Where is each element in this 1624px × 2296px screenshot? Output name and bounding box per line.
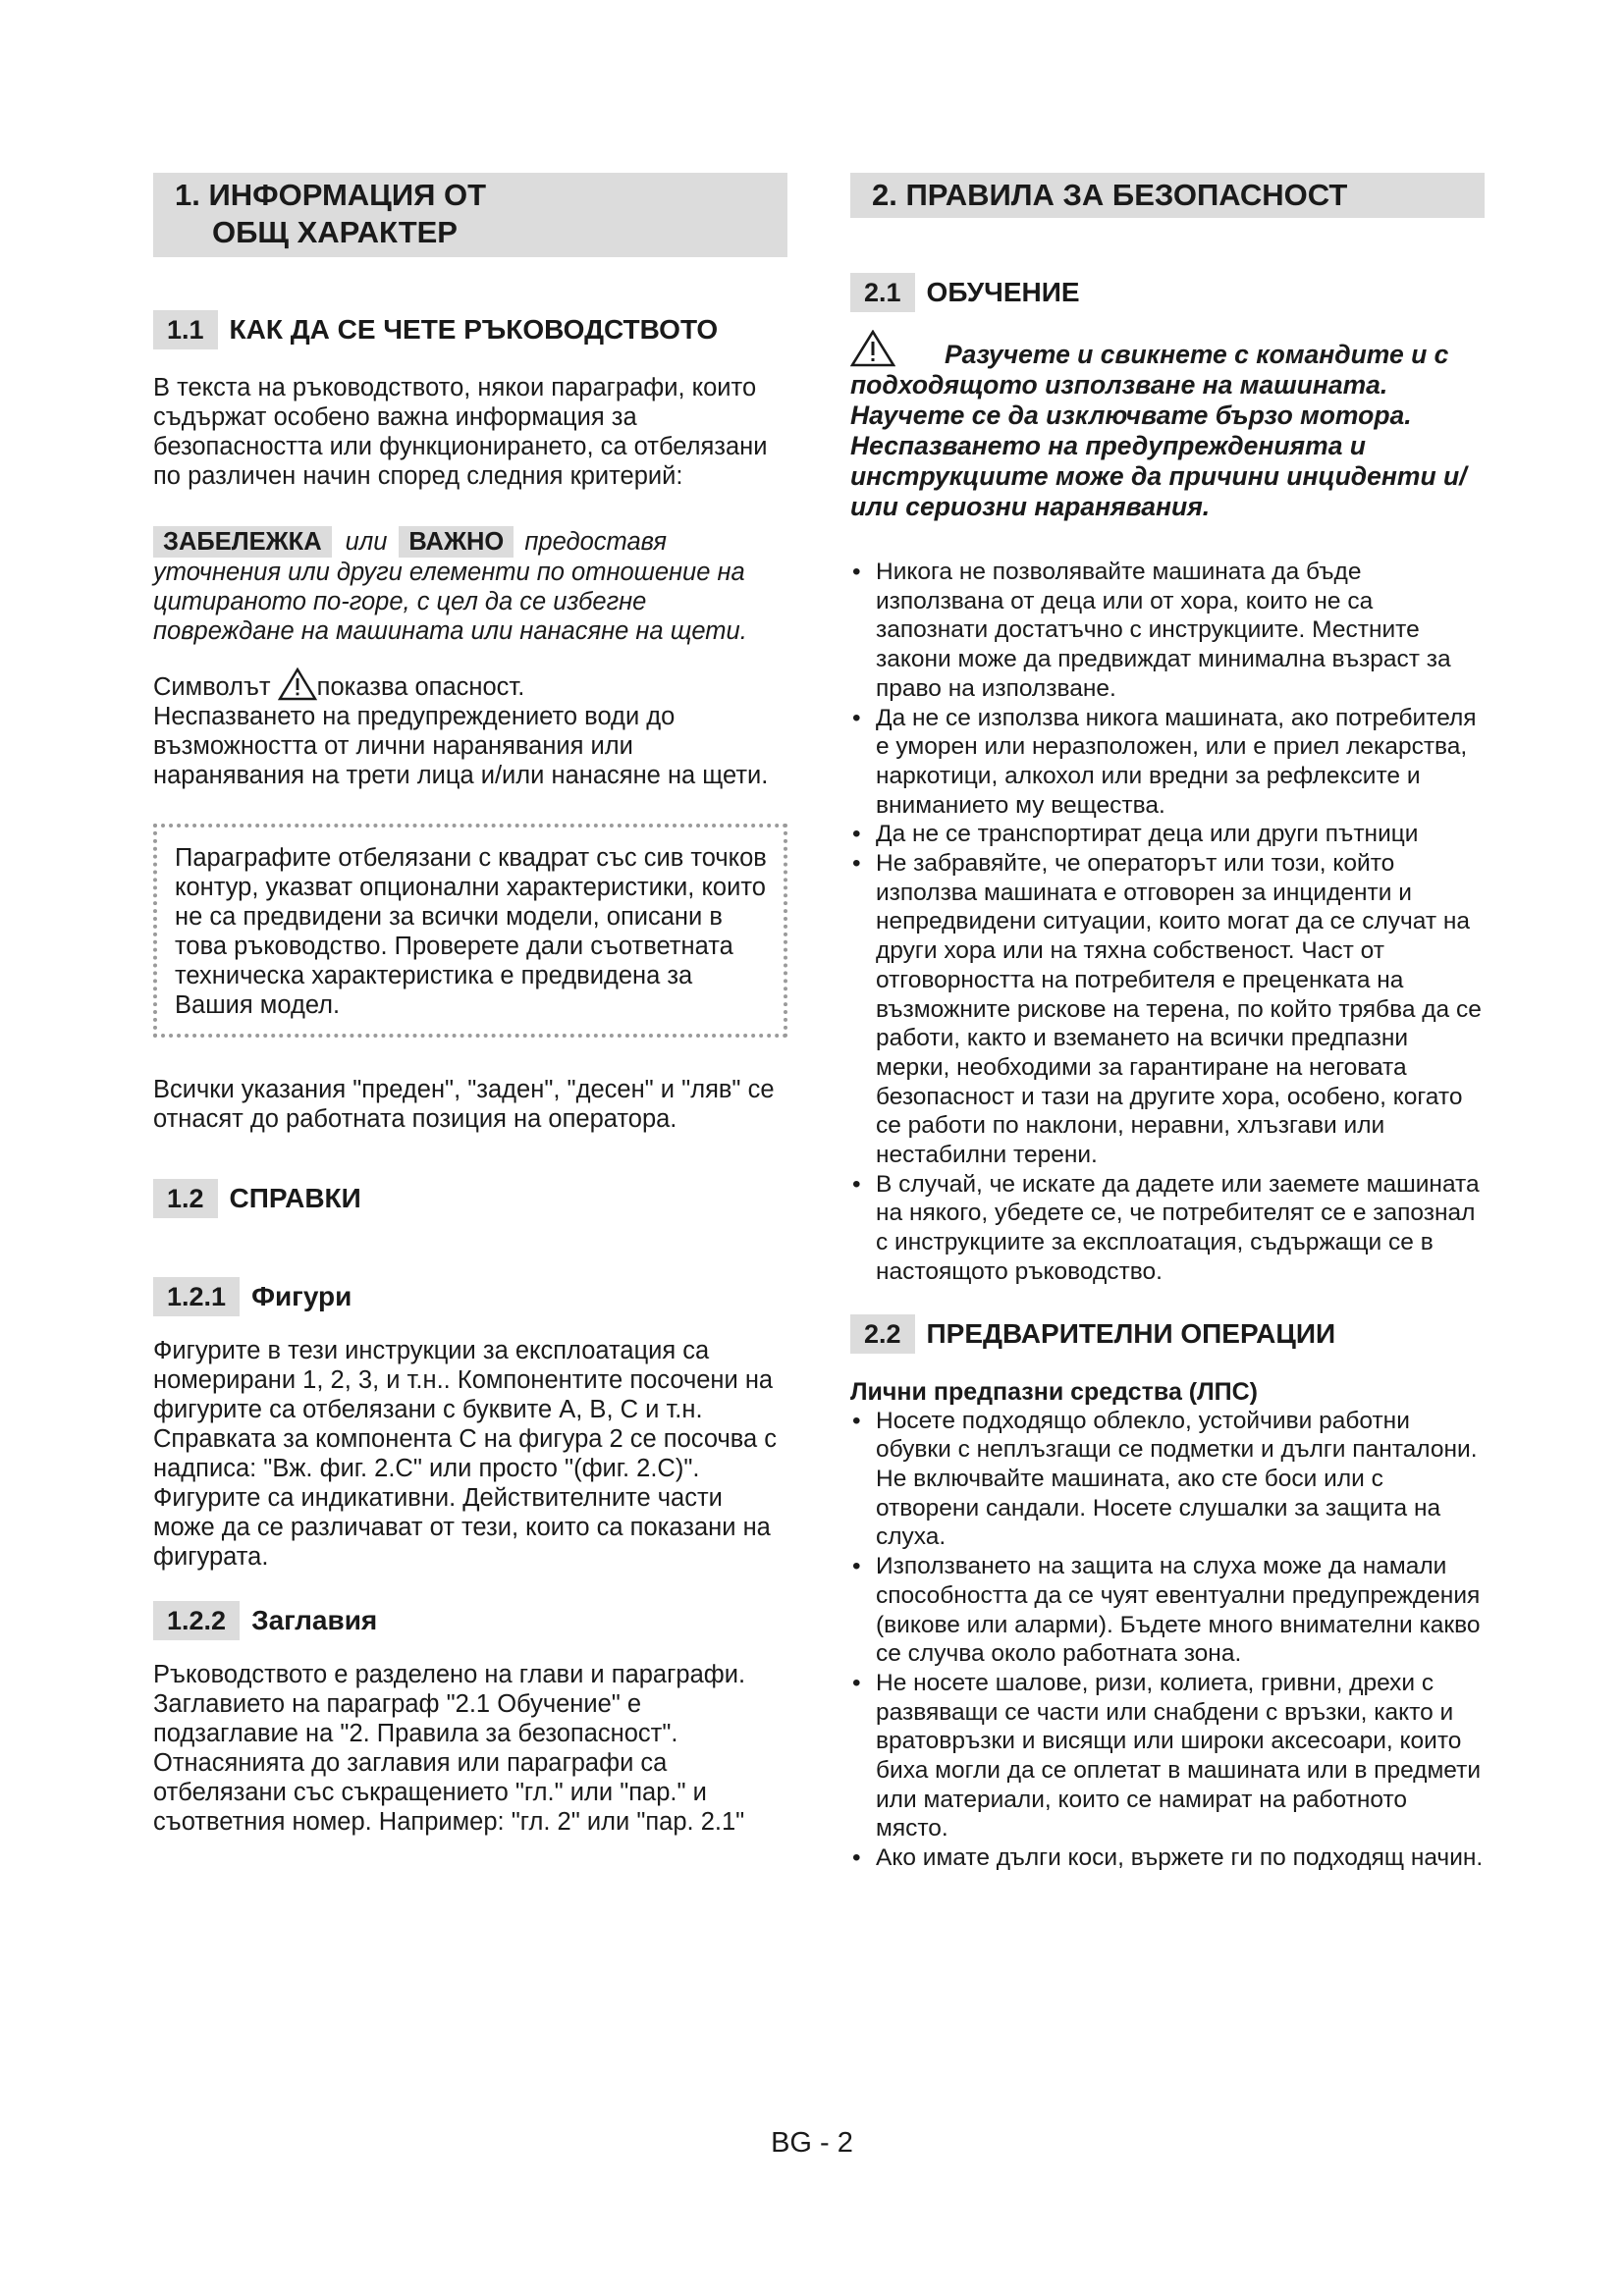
section-1-1-heading bbox=[153, 310, 787, 349]
training-list bbox=[850, 558, 1485, 1287]
note-tag: ЗАБЕЛЕЖКА bbox=[153, 526, 332, 558]
list-item: • Носете подходящо облекло, устойчиви работни обувки с неплъзгащи се подметки и дълги панталони. Не включвайте машината, ако сте боси или с отворени сандали. Носете слушалки за защита на слуха. bbox=[850, 1407, 1485, 1553]
left-column bbox=[153, 173, 787, 1837]
list-item: • Ако имате дълги коси, вържете ги по подходящ начин. bbox=[850, 1843, 1485, 1873]
list-item: • Да не се транспортират деца или други пътници bbox=[850, 820, 1485, 849]
chapter-2-heading bbox=[850, 173, 1485, 218]
warning-text: Разучете и свикнете с командите и с подходящото използване на машината. Научете се да изключвате бързо мотора. Неспазването на предупрежденията и инструкциите може да причини инциденти и/или сериозни наранявания. bbox=[850, 340, 1467, 521]
section-title: ПРЕДВАРИТЕЛНИ ОПЕРАЦИИ bbox=[926, 1317, 1336, 1349]
headings-paragraph: Ръководството е разделено на глави и параграфи. Заглавието на параграф "2.1 Обучение" е подзаглавие на "2. Правила за безопасност". Отнасянията до заглавия или параграфи са отбелязани със съкращението "гл." или "пар." и съответния номер. Например: "гл. 2" или "пар. 2.1" bbox=[153, 1661, 746, 1836]
note-paragraph bbox=[153, 526, 787, 646]
section-number: 1.1 bbox=[153, 310, 218, 349]
chapter-1-title-line1: 1. ИНФОРМАЦИЯ ОТ bbox=[175, 178, 487, 212]
list-item: • Не забравяйте, че операторът или този, който използва машината е отговорен за инциденти и непредвидени ситуации, които могат да се случат на други хора или на тяхна собственост. Част от отговорността на потребителя е преценката на възможните рискове на терена, по който трябва да се работи, както и вземането на всички предпазни мерки, необходими за гарантиране на неговата безопасност и тази на другите хора, особено, когато се работи по наклони, неравни, хлъзгави или нестабилни терени. bbox=[850, 849, 1485, 1170]
note-text: предоставя уточнения или други елементи по отношение на цитираното по-горе, с цел да се избегне повреждане на машината или нанасяне на щети. bbox=[153, 528, 747, 645]
important-tag: ВАЖНО bbox=[399, 526, 514, 558]
section-title: Фигури bbox=[251, 1281, 352, 1311]
warning-triangle-icon bbox=[278, 667, 317, 701]
section-number: 1.2.2 bbox=[153, 1601, 240, 1640]
chapter-2-title: 2. ПРАВИЛА ЗА БЕЗОПАСНОСТ bbox=[872, 178, 1348, 212]
or-word: или bbox=[345, 528, 388, 556]
ppe-list bbox=[850, 1407, 1485, 1873]
section-1-2-1-heading bbox=[153, 1277, 787, 1316]
symbol-paragraph bbox=[153, 667, 787, 790]
page-number: BG - 2 bbox=[771, 2127, 853, 2159]
section-title: Заглавия bbox=[251, 1605, 378, 1635]
optional-features-text: Параграфите отбелязани с квадрат със сив точков контур, указват опционални характеристики, които не са предвидени за всички модели, описани в това ръководство. Проверете дали съответната техническа характеристика е предвидена за Вашия модел. bbox=[175, 844, 767, 1019]
section-2-2-heading bbox=[850, 1314, 1485, 1354]
list-item: • Да не се използва никога машината, ако потребителя е уморен или неразположен, или е приел лекарства, наркотици, алкохол или вредни за рефлексите и вниманието му вещества. bbox=[850, 704, 1485, 821]
intro-paragraph: В текста на ръководството, някои параграфи, които съдържат особено важна информация за безопасността или функционирането, са отбелязани по различен начин според следния критерий: bbox=[153, 374, 768, 490]
symbol-pre: Символът bbox=[153, 673, 271, 701]
section-number: 1.2.1 bbox=[153, 1277, 240, 1316]
list-item: • Никога не позволявайте машината да бъде използвана от деца или от хора, които не са запознати достатъчно с инструкциите. Местните закони може да предвиждат минимална възраст за право на използване. bbox=[850, 558, 1485, 704]
section-title: ОБУЧЕНИЕ bbox=[926, 277, 1080, 307]
directions-paragraph: Всички указания "преден", "заден", "десен" и "ляв" се отнасят до работната позиция на оператора. bbox=[153, 1076, 775, 1133]
section-title: СПРАВКИ bbox=[229, 1183, 361, 1213]
section-number: 2.1 bbox=[850, 273, 915, 312]
list-item: • Не носете шалове, ризи, колиета, гривни, дрехи с развяващи се части или снабдени с връзки, както и вратовръзки и висящи или широки аксесоари, които биха могли да се оплетат в машината или в предмети или материали, които се намират на работното място. bbox=[850, 1669, 1485, 1843]
list-item: • В случай, че искате да дадете или заемете машината на някого, убедете се, че потребителят се е запознал с инструкциите за експлоатация, съдържащи се в настоящото ръководство. bbox=[850, 1170, 1485, 1287]
section-number: 2.2 bbox=[850, 1314, 915, 1354]
figures-paragraph: Фигурите в тези инструкции за експлоатация са номерирани 1, 2, 3, и т.н.. Компонентите посочени на фигурите са отбелязани с буквите A, B, C и т.н. Справката за компонента C на фигура 2 се посочва с надписа: "Вж. фиг. 2.C" или просто "(фиг. 2.C)". Фигурите са индикативни. Действителните части може да се различават от тези, които са показани на фигурата. bbox=[153, 1337, 778, 1571]
ppe-subtitle: Лични предпазни средства (ЛПС) bbox=[850, 1377, 1259, 1406]
symbol-rest: Неспазването на предупреждението води до възможността от лични наранявания или наранявания на трети лица и/или нанасяне на щети. bbox=[153, 703, 769, 789]
section-title: КАК ДА СЕ ЧЕТЕ РЪКОВОДСТВОТО bbox=[229, 314, 719, 345]
training-warning bbox=[850, 330, 1485, 522]
section-2-1-heading bbox=[850, 273, 1485, 312]
section-1-2-2-heading bbox=[153, 1601, 787, 1640]
section-1-2-heading bbox=[153, 1179, 787, 1218]
chapter-1-title-line2: ОБЩ ХАРАКТЕР bbox=[212, 215, 458, 249]
list-item: • Използването на защита на слуха може да намали способността да се чуят евентуални предупреждения (викове или аларми). Бъдете много внимателни какво се случва около работната зона. bbox=[850, 1552, 1485, 1669]
section-number: 1.2 bbox=[153, 1179, 218, 1218]
warning-triangle-icon bbox=[850, 330, 895, 367]
optional-features-box bbox=[153, 824, 787, 1038]
chapter-1-heading bbox=[153, 173, 787, 257]
symbol-post: показва опасност. bbox=[316, 673, 525, 701]
right-column bbox=[850, 173, 1485, 1873]
